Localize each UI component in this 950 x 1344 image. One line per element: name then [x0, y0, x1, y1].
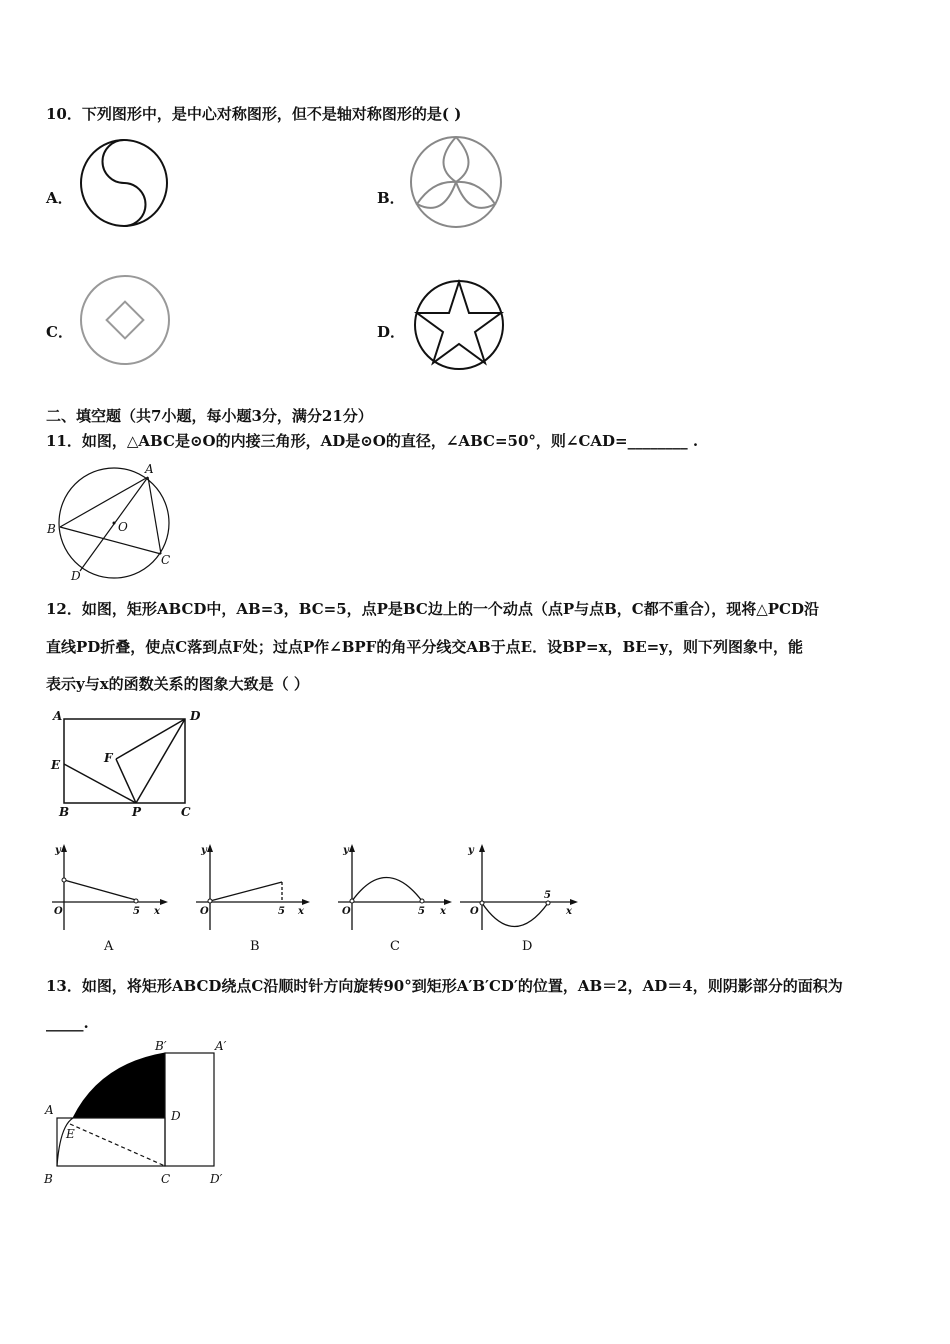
q12-stem-line3: 表示y与x的函数关系的图象大致是（ ） — [46, 675, 309, 693]
q13-rotation-figure — [40, 1036, 240, 1192]
q10-option-c-circle-square-figure — [74, 265, 176, 369]
q12-graph-b-caption: B — [250, 939, 260, 954]
q13-label-d-prime: D′ — [210, 1172, 223, 1186]
q11-label-c: C — [161, 553, 171, 567]
q10-option-c-label: C． — [46, 323, 73, 341]
q13-stem-line2: _____. — [46, 1014, 89, 1032]
q13-label-d: D — [171, 1109, 181, 1123]
q12-graph-c-five: 5 — [418, 906, 425, 917]
q12-stem-line1: 12．如图，矩形ABCD中，AB=3，BC=5，点P是BC边上的一个动点（点P与点B，C都不重合），现将△PCD沿 — [46, 600, 819, 618]
q12-stem-line2: 直线PD折叠，使点C落到点F处；过点P作∠BPF的角平分线交AB于点E．设BP=x，BE=y，则下列图象中，能 — [46, 638, 803, 656]
q12-graph-a-origin: O — [54, 906, 63, 917]
q11-stem: 11．如图，△ABC是⊙O的内接三角形，AD是⊙O的直径，∠ABC=50°，则∠CAD=________ . — [46, 432, 699, 450]
q12-graph-d-five: 5 — [544, 890, 551, 901]
q12-graph-a — [44, 842, 174, 960]
q13-label-c: C — [161, 1172, 171, 1186]
q13-label-a: A — [45, 1103, 54, 1117]
q13-stem-line1: 13．如图，将矩形ABCD绕点C沿顺时针方向旋转90°到矩形A′B′CD′的位置，AB＝2，AD＝4，则阴影部分的面积为 — [46, 977, 843, 995]
q11-circle-figure — [44, 461, 180, 583]
q12-graph-a-y: y — [55, 845, 61, 856]
q13-label-a-prime: A′ — [215, 1039, 227, 1053]
q12-graph-d — [456, 842, 588, 960]
q12-label-p: P — [132, 805, 142, 819]
q12-label-e: E — [51, 758, 61, 772]
q13-label-b: B — [44, 1172, 53, 1186]
q12-graph-b-y: y — [201, 845, 207, 856]
q10-option-a-yinyang-figure — [74, 135, 174, 235]
q12-graph-b-x: x — [298, 906, 304, 917]
q10-option-a-label: A． — [46, 189, 73, 207]
q12-graph-d-caption: D — [522, 939, 533, 954]
section2-heading: 二、填空题（共7小题，每小题3分，满分21分） — [46, 407, 373, 425]
q12-graph-d-origin: O — [470, 906, 479, 917]
q10-option-d-label: D． — [377, 323, 406, 341]
q12-graph-d-y: y — [468, 845, 474, 856]
q12-rectangle-figure — [48, 706, 208, 822]
q12-graph-c-caption: C — [390, 939, 400, 954]
q12-graph-a-x: x — [154, 906, 160, 917]
q12-graph-a-caption: A — [104, 939, 114, 954]
q12-graph-c-origin: O — [342, 906, 351, 917]
q12-label-b: B — [59, 805, 70, 819]
q10-option-d-circle-star-figure — [410, 278, 508, 372]
q11-label-o: O — [118, 520, 128, 534]
q12-graph-c-x: x — [440, 906, 446, 917]
q12-label-c: C — [181, 805, 191, 819]
q12-graph-d-x: x — [566, 906, 572, 917]
q13-label-e: E — [66, 1127, 75, 1141]
q12-label-a: A — [53, 709, 63, 723]
q11-label-b: B — [47, 522, 56, 536]
q10-option-b-label: B． — [377, 189, 405, 207]
q10-option-b-three-arcs-figure — [403, 130, 509, 234]
q12-label-d: D — [190, 709, 201, 723]
q12-graph-c — [330, 842, 460, 960]
q12-graph-b — [188, 842, 318, 960]
q11-label-d: D — [71, 569, 81, 583]
q10-stem: 10．下列图形中，是中心对称图形，但不是轴对称图形的是( ) — [46, 105, 462, 123]
q11-label-a: A — [145, 462, 154, 476]
q12-graph-b-five: 5 — [278, 906, 285, 917]
q12-label-f: F — [104, 751, 113, 765]
q12-graph-c-y: y — [343, 845, 349, 856]
q12-graph-b-origin: O — [200, 906, 209, 917]
q13-label-b-prime: B′ — [155, 1039, 167, 1053]
q12-graph-a-five: 5 — [133, 906, 140, 917]
